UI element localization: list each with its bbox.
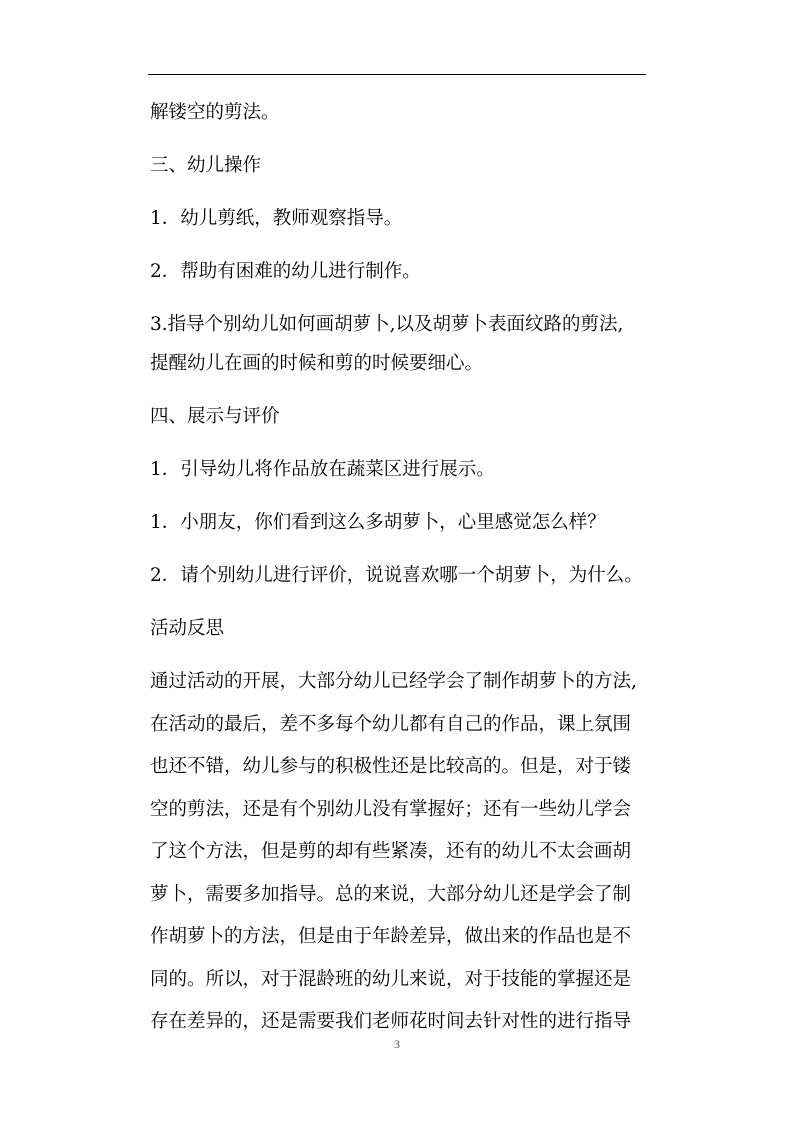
list-item: 3.指导个别幼儿如何画胡萝卜,以及胡萝卜表面纹路的剪法, (150, 314, 624, 335)
reflection-line: 在活动的最后，差不多每个幼儿都有自己的作品，课上氛围 (150, 713, 632, 735)
reflection-line: 空的剪法，还是有个别幼儿没有掌握好；还有一些幼儿学会 (150, 798, 632, 820)
reflection-line: 同的。所以，对于混龄班的幼儿来说，对于技能的掌握还是 (150, 968, 632, 990)
document-body (150, 99, 650, 1036)
section-heading-children-operation: 三、幼儿操作 (150, 155, 262, 176)
list-item: 1．幼儿剪纸，教师观察指导。 (150, 208, 403, 229)
reflection-line: 作胡萝卜的方法，但是由于年龄差异，做出来的作品也是不 (150, 926, 632, 947)
list-item: 2．帮助有困难的幼儿进行制作。 (150, 261, 421, 282)
reflection-line: 通过活动的开展，大部分幼儿已经学会了制作胡萝卜的方法, (150, 671, 637, 692)
reflection-line: 也还不错，幼儿参与的积极性还是比较高的。但是，对于镂 (150, 756, 632, 777)
reflection-line: 了这个方法，但是剪的却有些紧凑，还有的幼儿不太会画胡 (150, 841, 632, 862)
list-item-continuation: 提醒幼儿在画的时候和剪的时候要细心。 (150, 353, 484, 374)
list-item: 1．引导幼儿将作品放在蔬菜区进行展示。 (150, 459, 495, 480)
page-number: 3 (394, 1037, 400, 1051)
reflection-line: 存在差异的，还是需要我们老师花时间去针对性的进行指导 (150, 1011, 632, 1032)
reflection-line: 萝卜，需要多加指导。总的来说，大部分幼儿还是学会了制 (150, 883, 632, 905)
section-heading-reflection: 活动反思 (150, 618, 225, 639)
paragraph-line: 解镂空的剪法。 (150, 102, 280, 123)
list-item: 2．请个别幼儿进行评价，说说喜欢哪一个胡萝卜，为什么。 (150, 565, 643, 586)
header-rule (148, 74, 646, 75)
reflection-paragraph (150, 668, 650, 1036)
section-heading-display-evaluation: 四、展示与评价 (150, 406, 280, 427)
list-item: 1．小朋友，你们看到这么多胡萝卜，心里感觉怎么样？ (150, 512, 606, 533)
